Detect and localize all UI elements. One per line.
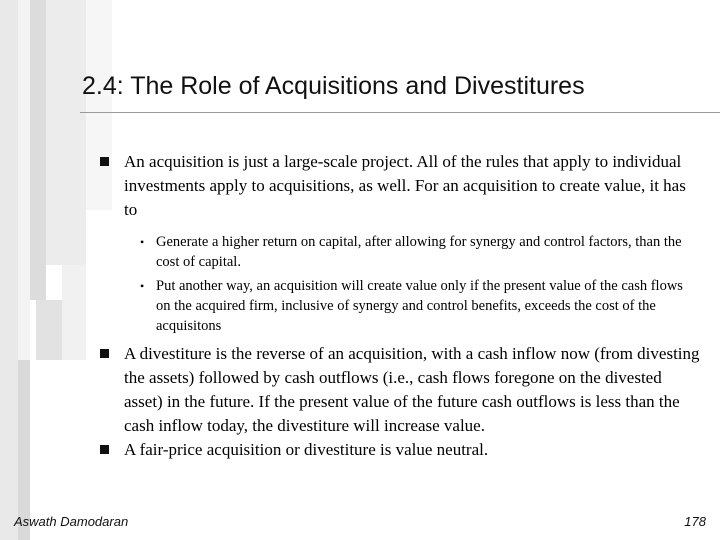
square-bullet-icon — [100, 157, 109, 166]
subbullet-text: Generate a higher return on capital, after allowing for synergy and control factors, than the cost of capital. — [156, 234, 682, 270]
bullet-text: A divestiture is the reverse of an acquisition, with a cash inflow now (from divesting the assets) followed by cash outflows (i.e., cash flows foregone on the divested asset) in the future. If the present value of the future cash outflows is less than the cash inflow today, the divestiture will increase value. — [124, 344, 700, 435]
slide-body — [96, 150, 700, 462]
bullet-item — [96, 150, 700, 222]
sidebar-decoration — [36, 300, 62, 360]
bullet-text: A fair-price acquisition or divestiture is value neutral. — [124, 440, 489, 459]
bullet-item — [96, 438, 700, 462]
bullet-item — [96, 342, 700, 438]
sidebar-decoration — [18, 360, 30, 540]
subbullet-item — [96, 232, 700, 272]
sidebar-decoration — [30, 0, 46, 300]
subbullet-item — [96, 276, 700, 336]
sidebar-decoration — [62, 265, 86, 360]
bullet-text: An acquisition is just a large-scale project. All of the rules that apply to individual investments apply to acquisitions, as well. For an acquisition to create value, it has to — [124, 152, 686, 219]
subbullet-text: Put another way, an acquisition will create value only if the present value of the cash flows on the acquired firm, inclusive of synergy and control benefits, exceeds the cost of the acquisitons — [156, 278, 683, 334]
square-bullet-icon — [100, 349, 109, 358]
footer-author: Aswath Damodaran — [14, 514, 129, 529]
dot-bullet-icon: • — [140, 279, 145, 293]
slide-title: 2.4: The Role of Acquisitions and Divestitures — [82, 72, 585, 100]
sidebar-decoration — [0, 0, 18, 540]
sidebar-decoration — [46, 0, 86, 265]
dot-bullet-icon: • — [140, 235, 145, 249]
page-number: 178 — [684, 514, 706, 529]
square-bullet-icon — [100, 445, 109, 454]
